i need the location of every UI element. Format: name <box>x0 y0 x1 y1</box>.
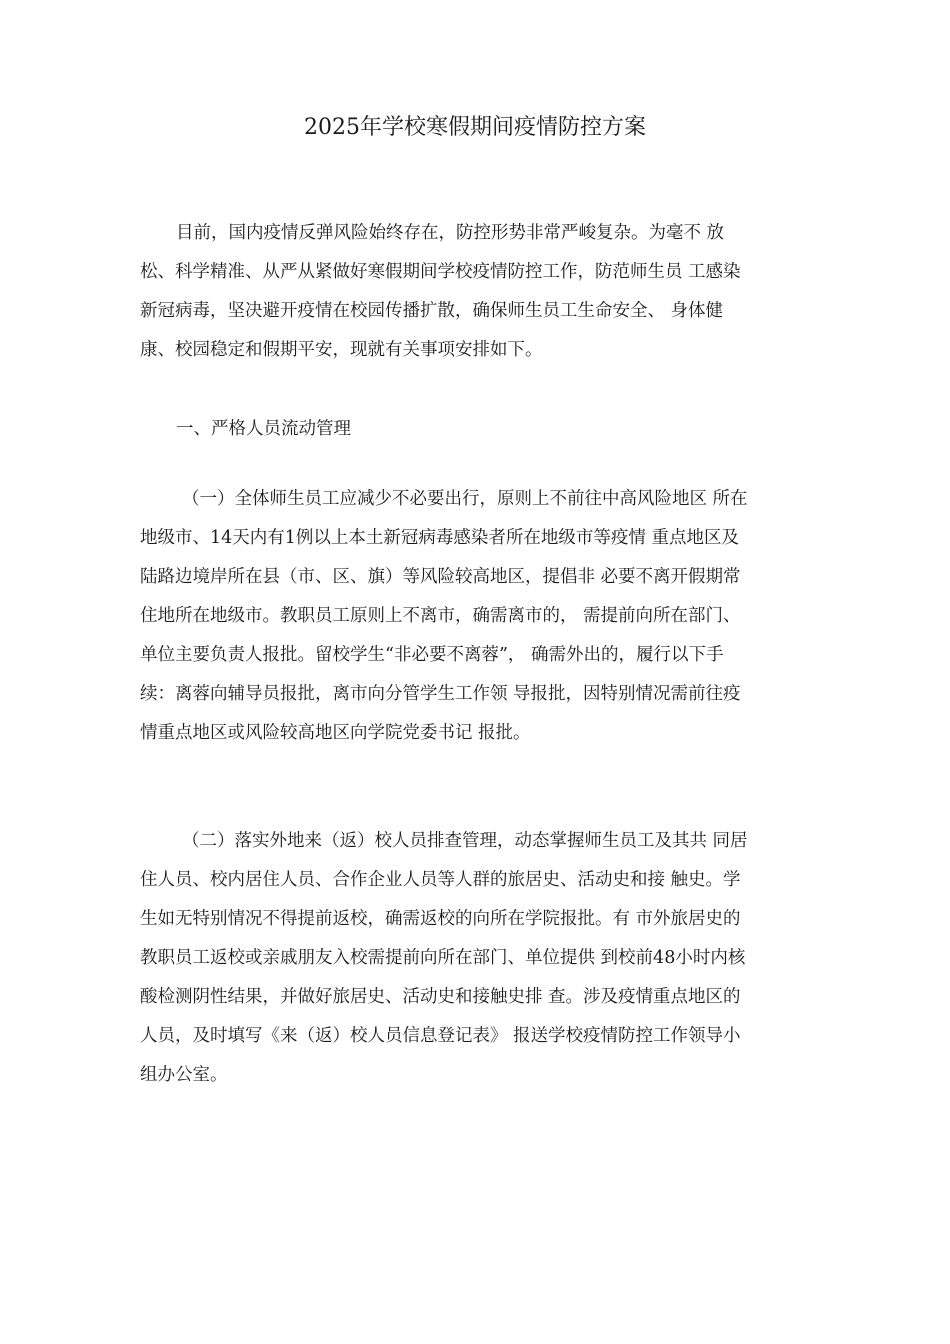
paragraph-line: 地级市、14天内有1例以上本土新冠病毒感染者所在地级市等疫情 重点地区及 <box>140 528 739 548</box>
paragraph-line: 住人员、校内居住人员、合作企业人员等人群的旅居史、活动史和接 触史。学 <box>140 870 741 890</box>
paragraph-line: 住地所在地级市。教职员工原则上不离市，确需离市的， 需提前向所在部门、 <box>140 606 741 626</box>
paragraph-line: 生如无特别情况不得提前返校，确需返校的向所在学院报批。有 市外旅居史的 <box>140 909 741 929</box>
paragraph-line: 人员，及时填写《来（返）校人员信息登记表》 报送学校疫情防控工作领导小 <box>140 1026 741 1046</box>
intro-paragraph <box>140 214 812 370</box>
paragraph-line: 续：离蓉向辅导员报批，离市向分管学生工作领 导报批，因特别情况需前往疫 <box>140 684 741 704</box>
section-1-heading: 一、严格人员流动管理 <box>176 419 351 439</box>
section-heading <box>140 410 812 449</box>
paragraph-line: 单位主要负责人报批。留校学生“非必要不离蓉”， 确需外出的，履行以下手 <box>140 645 724 665</box>
paragraph-line: 情重点地区或风险较高地区向学院党委书记 报批。 <box>140 723 531 743</box>
paragraph-line: 陆路边境岸所在县（市、区、旗）等风险较高地区，提倡非 必要不离开假期常 <box>140 567 741 587</box>
paragraph-line: 组办公室。 <box>140 1065 228 1085</box>
intro-line: 新冠病毒，坚决避开疫情在校园传播扩散，确保师生员工生命安全、 身体健 <box>140 301 724 321</box>
paragraph-line: （一）全体师生员工应减少不必要出行，原则上不前往中高风险地区 所在 <box>182 489 748 509</box>
intro-line: 松、科学精准、从严从紧做好寒假期间学校疫情防控工作，防范师生员 工感染 <box>140 262 741 282</box>
paragraph-line: 酸检测阴性结果，并做好旅居史、活动史和接触史排 查。涉及疫情重点地区的 <box>140 987 741 1007</box>
paragraph-1 <box>140 480 812 753</box>
paragraph-line: 教职员工返校或亲戚朋友入校需提前向所在部门、单位提供 到校前48小时内核 <box>140 948 746 968</box>
intro-line: 康、校园稳定和假期平安，现就有关事项安排如下。 <box>140 340 543 360</box>
paragraph-line: （二）落实外地来（返）校人员排查管理，动态掌握师生员工及其共 同居 <box>182 831 748 851</box>
paragraph-2 <box>140 822 812 1095</box>
intro-line: 目前，国内疫情反弹风险始终存在，防控形势非常严峻复杂。为毫不 放 <box>176 223 725 243</box>
document-title: 2025年学校寒假期间疫情防控方案 <box>304 115 646 140</box>
